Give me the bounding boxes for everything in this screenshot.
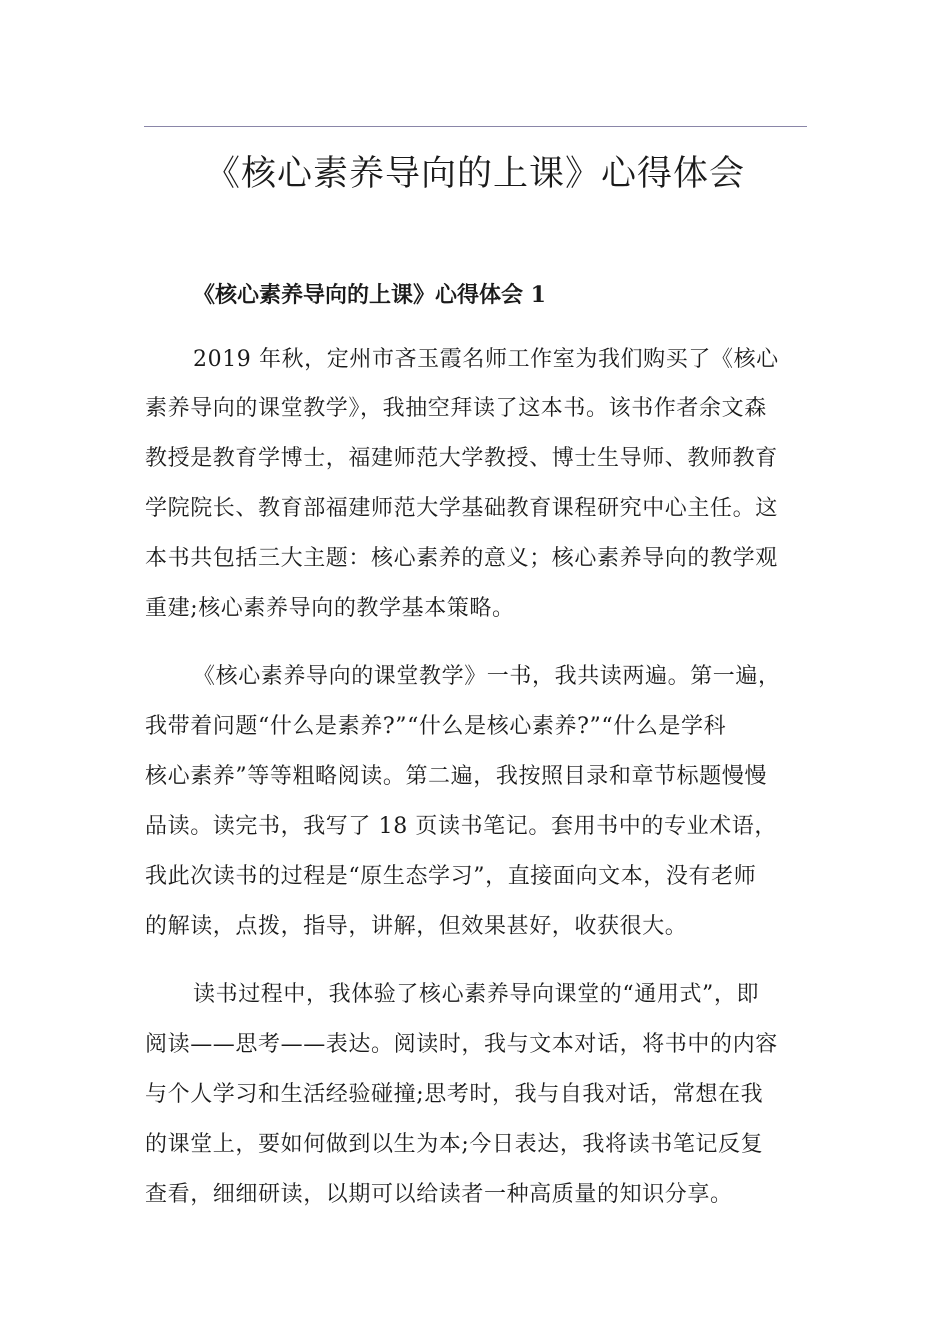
paragraph-line: 重建;核心素养导向的教学基本策略。	[145, 596, 515, 621]
paragraph-line: 的解读，点拨，指导，讲解，但效果甚好，收获很大。	[145, 914, 688, 939]
paragraph-line: 核心素养”等等粗略阅读。第二遍，我按照目录和章节标题慢慢	[145, 764, 768, 789]
paragraph-line: 查看，细细研读，以期可以给读者一种高质量的知识分享。	[145, 1182, 733, 1207]
paragraph-line: 本书共包括三大主题：核心素养的意义；核心素养导向的教学观	[145, 546, 778, 571]
paragraph-line: 读书过程中，我体验了核心素养导向课堂的“通用式”，即	[193, 982, 760, 1007]
header-divider	[144, 126, 807, 127]
paragraph-line: 的课堂上，要如何做到以生为本;今日表达，我将读书笔记反复	[145, 1132, 764, 1157]
paragraph-line: 学院院长、教育部福建师范大学基础教育课程研究中心主任。这	[145, 496, 778, 521]
paragraph-line: 我此次读书的过程是“原生态学习”，直接面向文本，没有老师	[145, 864, 757, 889]
paragraph-line: 2019 年秋，定州市吝玉霞名师工作室为我们购买了《核心	[193, 347, 779, 372]
paragraph-line: 《核心素养导向的课堂教学》一书，我共读两遍。第一遍，	[193, 664, 781, 689]
paragraph-line: 教授是教育学博士，福建师范大学教授、博士生导师、教师教育	[145, 446, 778, 471]
paragraph-line: 品读。读完书，我写了 18 页读书笔记。套用书中的专业术语，	[145, 814, 777, 839]
paragraph-line: 阅读——思考——表达。阅读时，我与文本对话，将书中的内容	[145, 1032, 778, 1057]
document-title: 《核心素养导向的上课》心得体会	[204, 154, 745, 194]
paragraph-line: 我带着问题“什么是素养?”“什么是核心素养?”“什么是学科	[145, 714, 727, 739]
section-heading: 《核心素养导向的上课》心得体会 1	[193, 282, 546, 308]
paragraph-line: 素养导向的课堂教学》，我抽空拜读了这本书。该书作者余文森	[145, 396, 767, 421]
paragraph-line: 与个人学习和生活经验碰撞;思考时，我与自我对话，常想在我	[145, 1082, 764, 1107]
